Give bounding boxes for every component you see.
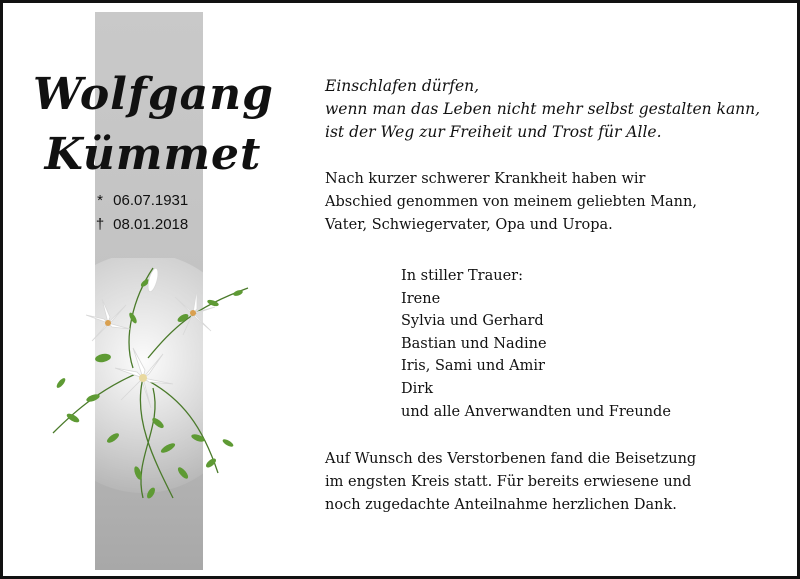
birth-star-icon: * (97, 192, 103, 209)
life-dates (91, 189, 188, 237)
announcement-line: Abschied genommen von meinem geliebten Mann, (325, 194, 697, 210)
mourner-name: Irene (401, 290, 441, 307)
poem-line: Einschlafen dürfen, (325, 77, 480, 95)
announcement-line: Nach kurzer schwerer Krankheit haben wir (325, 171, 646, 187)
mourner-name: Iris, Sami und Amir (401, 358, 545, 375)
death-cross-icon: † (95, 216, 105, 233)
poem-line: ist der Weg zur Freiheit und Trost für Alle. (325, 123, 662, 141)
birth-date: 06.07.1931 (113, 192, 189, 209)
closing-line: Auf Wunsch des Verstorbenen fand die Beisetzung (325, 451, 697, 467)
poem-line: wenn man das Leben nicht mehr selbst gestalten kann, (325, 100, 761, 118)
announcement-text (325, 168, 697, 237)
mourners-heading: In stiller Trauer: (401, 268, 523, 284)
closing-text (325, 448, 696, 517)
death-date: 08.01.2018 (113, 216, 189, 233)
announcement-line: Vater, Schwiegervater, Opa und Uropa. (325, 217, 613, 233)
mourner-name: und alle Anverwandten und Freunde (401, 403, 671, 420)
death-row (91, 213, 188, 237)
first-name: Wolfgang (33, 69, 274, 120)
mourner-name: Sylvia und Gerhard (401, 313, 544, 330)
birth-row (91, 189, 188, 213)
mourner-name: Bastian und Nadine (401, 335, 547, 352)
poem (325, 75, 760, 144)
mourners-list (401, 265, 671, 423)
closing-line: im engsten Kreis statt. Für bereits erwiesene und (325, 474, 692, 490)
mourner-name: Dirk (401, 380, 433, 397)
lily-bouquet-icon (33, 258, 263, 508)
last-name: Kümmet (44, 129, 262, 180)
closing-line: noch zugedachte Anteilnahme herzlichen Dank. (325, 497, 677, 513)
